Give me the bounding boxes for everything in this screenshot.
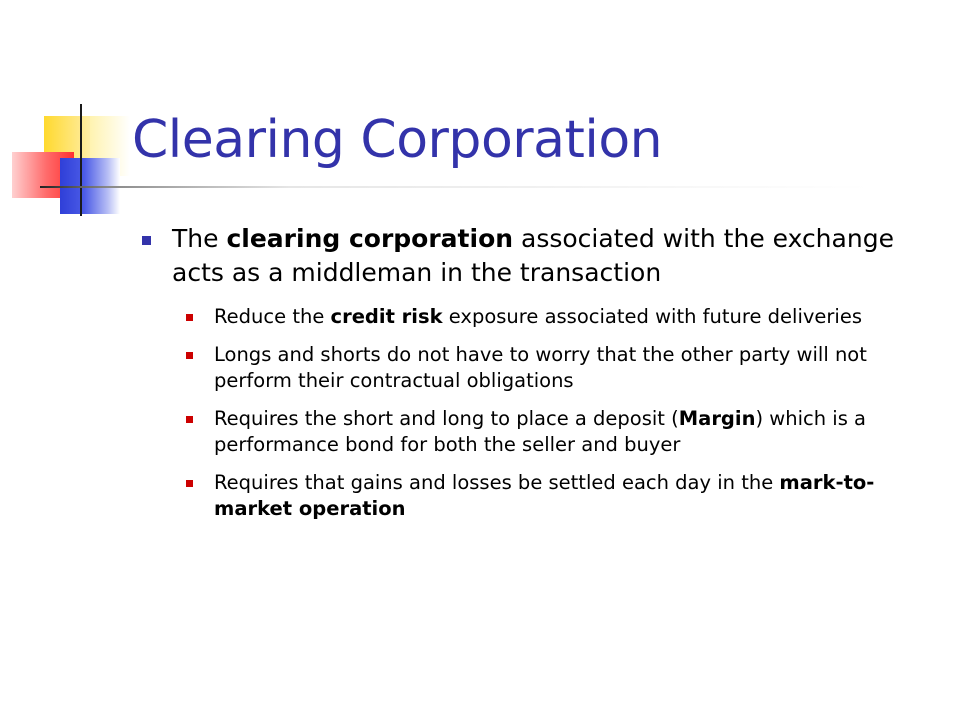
main-bullet-point	[130, 222, 930, 290]
text-run: associated with the exchange acts as a middleman in the transaction	[172, 224, 894, 287]
bold-term: clearing corporation	[226, 224, 514, 253]
sub-bullet-text	[214, 305, 862, 328]
main-bullet-text	[172, 224, 894, 287]
square-bullet-icon	[186, 480, 193, 487]
title-underline	[40, 186, 870, 188]
text-run: exposure associated with future deliveries	[442, 305, 862, 328]
bold-term: mark-to-market operation	[214, 471, 875, 520]
sub-bullet-point	[130, 406, 930, 458]
sub-bullet-point	[130, 470, 930, 522]
page-title: Clearing Corporation	[132, 110, 663, 170]
text-run: Reduce the	[214, 305, 331, 328]
text-run: Requires the short and long to place a deposit (	[214, 407, 679, 430]
text-run: Requires that gains and losses be settled each day in the	[214, 471, 780, 494]
bold-term: Margin	[678, 407, 756, 430]
square-bullet-icon	[186, 416, 193, 423]
sub-bullet-point	[130, 342, 930, 394]
bold-term: credit risk	[330, 305, 443, 328]
text-run: ) which is a performance bond for both the seller and buyer	[214, 407, 867, 456]
square-bullet-icon	[186, 352, 193, 359]
vertical-rule	[80, 104, 82, 216]
bullet-list	[130, 222, 930, 534]
sub-bullet-text	[214, 407, 866, 456]
square-bullet-icon	[142, 236, 151, 245]
sub-bullet-text	[214, 471, 874, 520]
sub-bullet-point	[130, 304, 930, 330]
sub-bullet-text	[214, 343, 867, 392]
text-run: The	[172, 224, 227, 253]
text-run: Longs and shorts do not have to worry that the other party will not perform their contractual obligations	[214, 343, 867, 392]
square-bullet-icon	[186, 314, 193, 321]
